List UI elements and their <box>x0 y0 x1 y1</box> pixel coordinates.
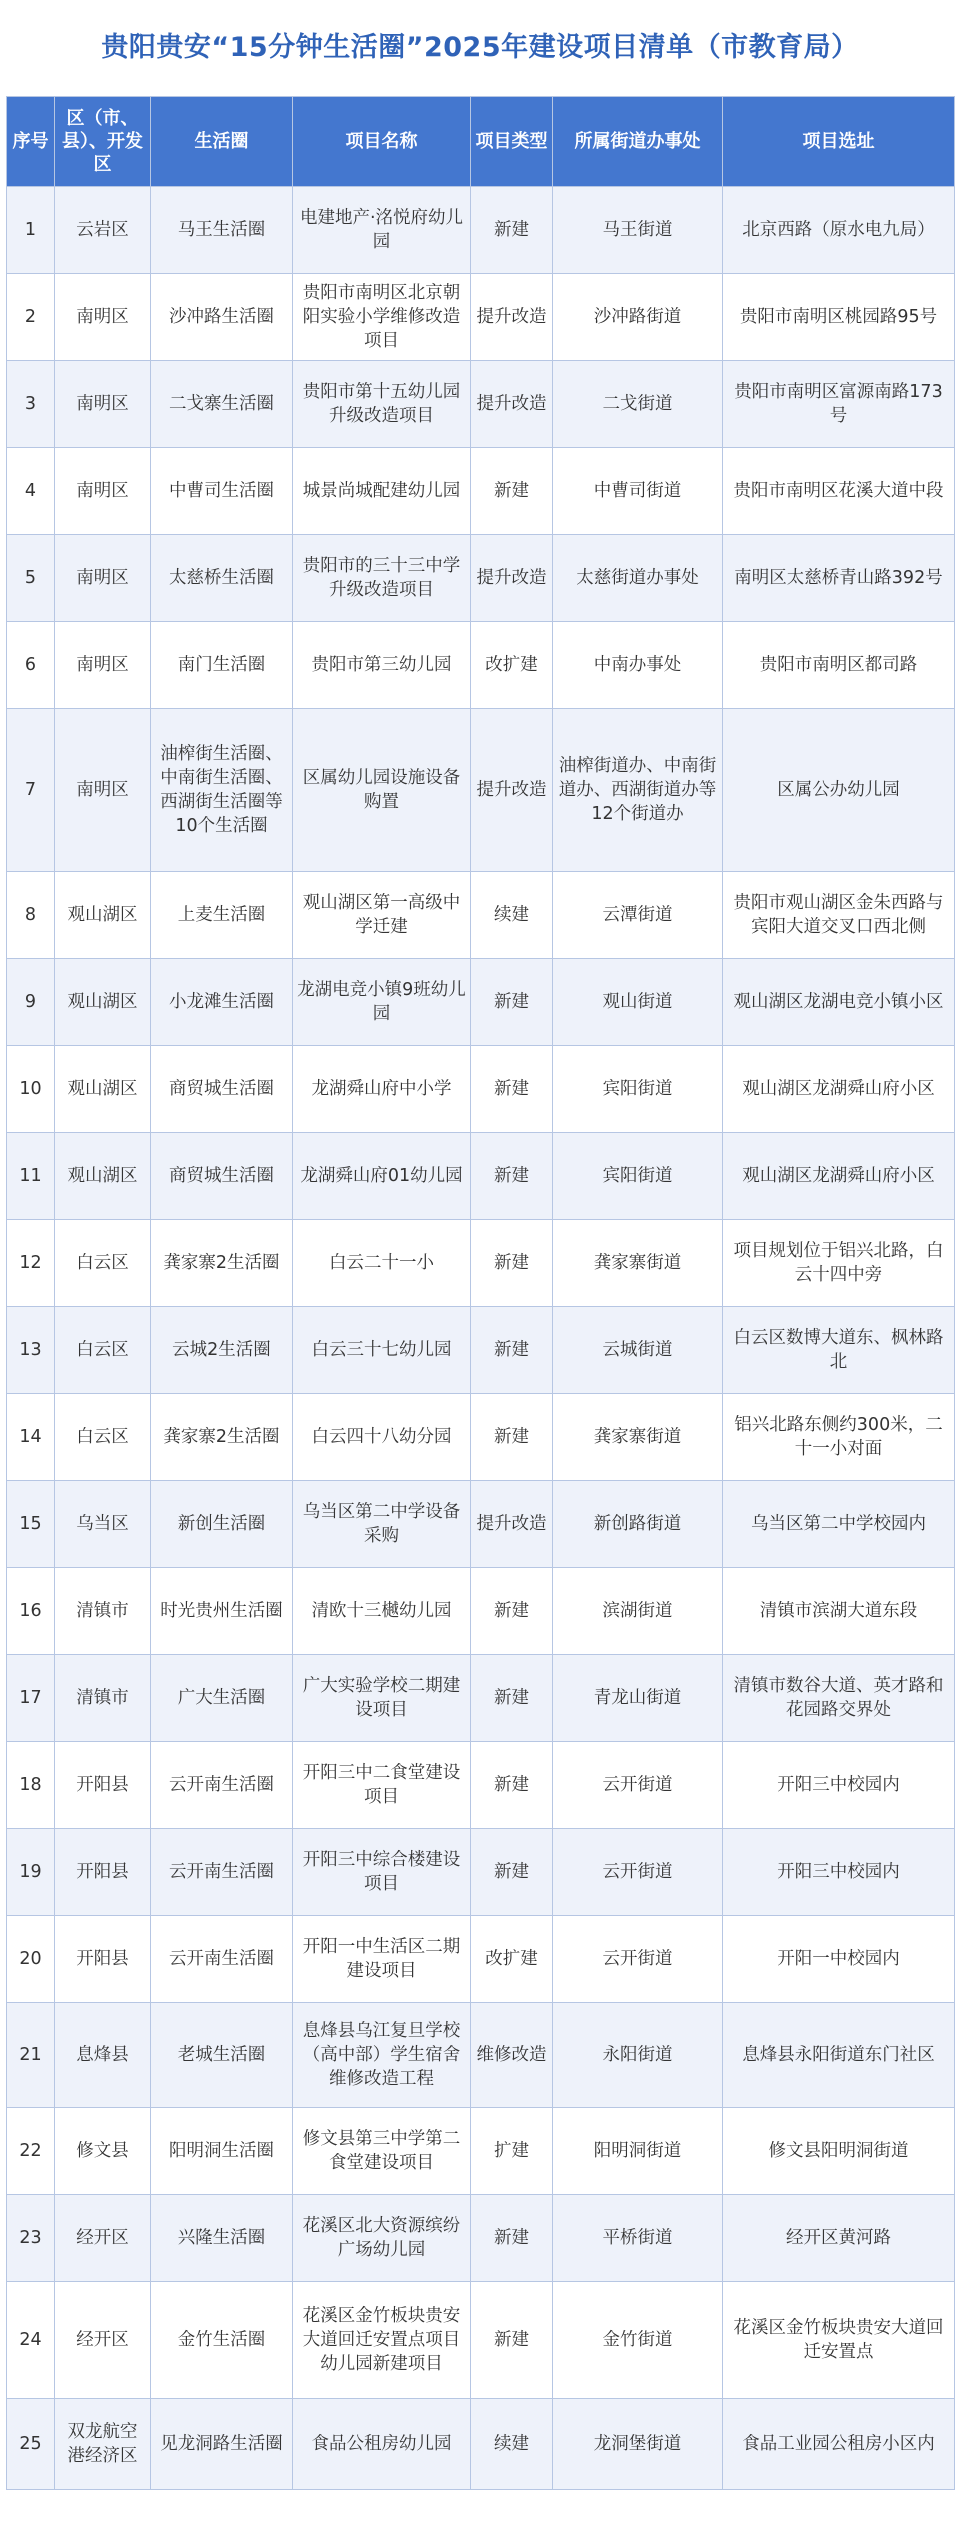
cell-district: 白云区 <box>55 1307 151 1394</box>
cell-subdistrict: 宾阳街道 <box>553 1133 723 1220</box>
cell-life-circle: 中曹司生活圈 <box>151 448 293 535</box>
cell-index: 25 <box>7 2399 55 2490</box>
header-life-circle: 生活圈 <box>151 97 293 187</box>
cell-subdistrict: 中南办事处 <box>553 622 723 709</box>
cell-subdistrict: 永阳街道 <box>553 2003 723 2108</box>
cell-life-circle: 商贸城生活圈 <box>151 1046 293 1133</box>
cell-subdistrict: 青龙山街道 <box>553 1655 723 1742</box>
project-table <box>6 96 955 2490</box>
cell-project-type: 新建 <box>471 1133 553 1220</box>
cell-subdistrict: 龙洞堡街道 <box>553 2399 723 2490</box>
cell-index: 24 <box>7 2282 55 2399</box>
cell-project-type: 新建 <box>471 1046 553 1133</box>
cell-project-name: 白云四十八幼分园 <box>293 1394 471 1481</box>
cell-district: 南明区 <box>55 361 151 448</box>
cell-location: 开阳三中校园内 <box>723 1829 955 1916</box>
cell-project-name: 龙湖电竞小镇9班幼儿园 <box>293 959 471 1046</box>
header-location: 项目选址 <box>723 97 955 187</box>
cell-life-circle: 云开南生活圈 <box>151 1916 293 2003</box>
cell-project-name: 贵阳市南明区北京朝阳实验小学维修改造项目 <box>293 274 471 361</box>
cell-location: 区属公办幼儿园 <box>723 709 955 872</box>
cell-subdistrict: 阳明洞街道 <box>553 2108 723 2195</box>
cell-life-circle: 太慈桥生活圈 <box>151 535 293 622</box>
table-row <box>7 361 955 448</box>
cell-project-type: 续建 <box>471 2399 553 2490</box>
cell-project-name: 花溪区金竹板块贵安大道回迁安置点项目幼儿园新建项目 <box>293 2282 471 2399</box>
table-row <box>7 1394 955 1481</box>
cell-project-name: 食品公租房幼儿园 <box>293 2399 471 2490</box>
cell-subdistrict: 观山街道 <box>553 959 723 1046</box>
cell-district: 云岩区 <box>55 187 151 274</box>
cell-district: 息烽县 <box>55 2003 151 2108</box>
cell-life-circle: 南门生活圈 <box>151 622 293 709</box>
page-title: 贵阳贵安“15分钟生活圈”2025年建设项目清单（市教育局） <box>101 32 859 63</box>
cell-project-type: 改扩建 <box>471 622 553 709</box>
cell-project-type: 新建 <box>471 2282 553 2399</box>
cell-project-type: 维修改造 <box>471 2003 553 2108</box>
cell-project-type: 新建 <box>471 1307 553 1394</box>
cell-district: 修文县 <box>55 2108 151 2195</box>
cell-life-circle: 马王生活圈 <box>151 187 293 274</box>
cell-life-circle: 小龙滩生活圈 <box>151 959 293 1046</box>
table-row <box>7 1307 955 1394</box>
cell-project-name: 贵阳市第三幼儿园 <box>293 622 471 709</box>
cell-index: 17 <box>7 1655 55 1742</box>
cell-district: 南明区 <box>55 274 151 361</box>
cell-location: 贵阳市南明区桃园路95号 <box>723 274 955 361</box>
cell-location: 食品工业园公租房小区内 <box>723 2399 955 2490</box>
cell-subdistrict: 金竹街道 <box>553 2282 723 2399</box>
cell-district: 观山湖区 <box>55 872 151 959</box>
table-row <box>7 1568 955 1655</box>
table-row <box>7 274 955 361</box>
cell-project-type: 扩建 <box>471 2108 553 2195</box>
cell-project-type: 新建 <box>471 1829 553 1916</box>
cell-life-circle: 阳明洞生活圈 <box>151 2108 293 2195</box>
cell-location: 乌当区第二中学校园内 <box>723 1481 955 1568</box>
cell-district: 乌当区 <box>55 1481 151 1568</box>
cell-life-circle: 广大生活圈 <box>151 1655 293 1742</box>
cell-index: 12 <box>7 1220 55 1307</box>
cell-subdistrict: 太慈街道办事处 <box>553 535 723 622</box>
cell-index: 22 <box>7 2108 55 2195</box>
table-row <box>7 959 955 1046</box>
cell-project-type: 新建 <box>471 448 553 535</box>
cell-location: 白云区数博大道东、枫林路北 <box>723 1307 955 1394</box>
table-row <box>7 709 955 872</box>
cell-index: 15 <box>7 1481 55 1568</box>
cell-project-type: 新建 <box>471 1394 553 1481</box>
cell-life-circle: 云开南生活圈 <box>151 1742 293 1829</box>
cell-life-circle: 龚家寨2生活圈 <box>151 1394 293 1481</box>
cell-life-circle: 商贸城生活圈 <box>151 1133 293 1220</box>
cell-project-name: 息烽县乌江复旦学校（高中部）学生宿舍维修改造工程 <box>293 2003 471 2108</box>
cell-project-type: 新建 <box>471 2195 553 2282</box>
cell-index: 13 <box>7 1307 55 1394</box>
cell-index: 9 <box>7 959 55 1046</box>
cell-project-name: 清欧十三樾幼儿园 <box>293 1568 471 1655</box>
table-row <box>7 187 955 274</box>
cell-subdistrict: 云开街道 <box>553 1742 723 1829</box>
cell-index: 21 <box>7 2003 55 2108</box>
cell-project-name: 观山湖区第一高级中学迁建 <box>293 872 471 959</box>
cell-subdistrict: 云开街道 <box>553 1916 723 2003</box>
cell-location: 贵阳市南明区富源南路173号 <box>723 361 955 448</box>
cell-district: 南明区 <box>55 622 151 709</box>
cell-project-type: 新建 <box>471 187 553 274</box>
cell-project-name: 修文县第三中学第二食堂建设项目 <box>293 2108 471 2195</box>
cell-life-circle: 老城生活圈 <box>151 2003 293 2108</box>
table-row <box>7 448 955 535</box>
cell-location: 清镇市滨湖大道东段 <box>723 1568 955 1655</box>
cell-project-name: 白云二十一小 <box>293 1220 471 1307</box>
cell-location: 经开区黄河路 <box>723 2195 955 2282</box>
cell-location: 修文县阳明洞街道 <box>723 2108 955 2195</box>
table-row <box>7 1829 955 1916</box>
cell-project-type: 新建 <box>471 1220 553 1307</box>
cell-index: 14 <box>7 1394 55 1481</box>
cell-index: 11 <box>7 1133 55 1220</box>
cell-subdistrict: 云潭街道 <box>553 872 723 959</box>
cell-project-name: 电建地产·洺悦府幼儿园 <box>293 187 471 274</box>
cell-project-type: 提升改造 <box>471 274 553 361</box>
cell-project-name: 开阳一中生活区二期建设项目 <box>293 1916 471 2003</box>
cell-project-name: 花溪区北大资源缤纷广场幼儿园 <box>293 2195 471 2282</box>
table-row <box>7 622 955 709</box>
cell-district: 经开区 <box>55 2195 151 2282</box>
cell-index: 5 <box>7 535 55 622</box>
cell-project-type: 续建 <box>471 872 553 959</box>
cell-district: 白云区 <box>55 1394 151 1481</box>
table-row <box>7 2003 955 2108</box>
cell-project-name: 龙湖舜山府01幼儿园 <box>293 1133 471 1220</box>
cell-location: 观山湖区龙湖舜山府小区 <box>723 1046 955 1133</box>
cell-district: 清镇市 <box>55 1655 151 1742</box>
cell-location: 观山湖区龙湖舜山府小区 <box>723 1133 955 1220</box>
header-project-name: 项目名称 <box>293 97 471 187</box>
cell-life-circle: 新创生活圈 <box>151 1481 293 1568</box>
cell-district: 南明区 <box>55 448 151 535</box>
cell-subdistrict: 滨湖街道 <box>553 1568 723 1655</box>
cell-index: 23 <box>7 2195 55 2282</box>
cell-project-name: 开阳三中二食堂建设项目 <box>293 1742 471 1829</box>
cell-project-type: 新建 <box>471 959 553 1046</box>
cell-life-circle: 时光贵州生活圈 <box>151 1568 293 1655</box>
cell-subdistrict: 平桥街道 <box>553 2195 723 2282</box>
table-row <box>7 872 955 959</box>
cell-location: 铝兴北路东侧约300米，二十一小对面 <box>723 1394 955 1481</box>
cell-index: 1 <box>7 187 55 274</box>
cell-district: 观山湖区 <box>55 1046 151 1133</box>
header-index: 序号 <box>7 97 55 187</box>
cell-district: 清镇市 <box>55 1568 151 1655</box>
cell-location: 贵阳市南明区花溪大道中段 <box>723 448 955 535</box>
cell-project-name: 白云三十七幼儿园 <box>293 1307 471 1394</box>
cell-life-circle: 云城2生活圈 <box>151 1307 293 1394</box>
table-row <box>7 1916 955 2003</box>
cell-index: 2 <box>7 274 55 361</box>
cell-project-type: 新建 <box>471 1568 553 1655</box>
cell-life-circle: 沙冲路生活圈 <box>151 274 293 361</box>
cell-project-name: 乌当区第二中学设备采购 <box>293 1481 471 1568</box>
cell-index: 3 <box>7 361 55 448</box>
cell-subdistrict: 沙冲路街道 <box>553 274 723 361</box>
cell-life-circle: 云开南生活圈 <box>151 1829 293 1916</box>
table-header <box>7 97 955 187</box>
cell-index: 19 <box>7 1829 55 1916</box>
cell-life-circle: 油榨街生活圈、中南街生活圈、西湖街生活圈等10个生活圈 <box>151 709 293 872</box>
cell-life-circle: 金竹生活圈 <box>151 2282 293 2399</box>
cell-district: 观山湖区 <box>55 959 151 1046</box>
cell-district: 开阳县 <box>55 1742 151 1829</box>
cell-subdistrict: 中曹司街道 <box>553 448 723 535</box>
cell-district: 双龙航空港经济区 <box>55 2399 151 2490</box>
cell-location: 花溪区金竹板块贵安大道回迁安置点 <box>723 2282 955 2399</box>
table-row <box>7 1220 955 1307</box>
cell-location: 清镇市数谷大道、英才路和花园路交界处 <box>723 1655 955 1742</box>
cell-location: 贵阳市南明区都司路 <box>723 622 955 709</box>
cell-index: 4 <box>7 448 55 535</box>
cell-project-name: 广大实验学校二期建设项目 <box>293 1655 471 1742</box>
table-row <box>7 2399 955 2490</box>
cell-project-name: 贵阳市的三十三中学升级改造项目 <box>293 535 471 622</box>
cell-location: 开阳三中校园内 <box>723 1742 955 1829</box>
cell-district: 开阳县 <box>55 1916 151 2003</box>
table-row <box>7 2195 955 2282</box>
cell-location: 开阳一中校园内 <box>723 1916 955 2003</box>
table-row <box>7 1481 955 1568</box>
table-row <box>7 1046 955 1133</box>
cell-life-circle: 龚家寨2生活圈 <box>151 1220 293 1307</box>
cell-subdistrict: 云开街道 <box>553 1829 723 1916</box>
cell-project-name: 区属幼儿园设施设备购置 <box>293 709 471 872</box>
table-row <box>7 1655 955 1742</box>
table-row <box>7 535 955 622</box>
cell-index: 18 <box>7 1742 55 1829</box>
cell-district: 南明区 <box>55 709 151 872</box>
cell-life-circle: 兴隆生活圈 <box>151 2195 293 2282</box>
cell-project-type: 新建 <box>471 1655 553 1742</box>
page <box>6 0 954 2490</box>
cell-project-type: 改扩建 <box>471 1916 553 2003</box>
cell-district: 经开区 <box>55 2282 151 2399</box>
cell-index: 16 <box>7 1568 55 1655</box>
cell-district: 开阳县 <box>55 1829 151 1916</box>
cell-subdistrict: 油榨街道办、中南街道办、西湖街道办等12个街道办 <box>553 709 723 872</box>
cell-project-name: 龙湖舜山府中小学 <box>293 1046 471 1133</box>
header-subdistrict: 所属街道办事处 <box>553 97 723 187</box>
cell-project-type: 提升改造 <box>471 709 553 872</box>
cell-subdistrict: 马王街道 <box>553 187 723 274</box>
table-row <box>7 1133 955 1220</box>
cell-subdistrict: 二戈街道 <box>553 361 723 448</box>
cell-district: 白云区 <box>55 1220 151 1307</box>
cell-life-circle: 二戈寨生活圈 <box>151 361 293 448</box>
cell-location: 息烽县永阳街道东门社区 <box>723 2003 955 2108</box>
cell-subdistrict: 宾阳街道 <box>553 1046 723 1133</box>
table-body <box>7 187 955 2490</box>
cell-index: 10 <box>7 1046 55 1133</box>
cell-project-name: 贵阳市第十五幼儿园升级改造项目 <box>293 361 471 448</box>
cell-location: 观山湖区龙湖电竞小镇小区 <box>723 959 955 1046</box>
header-project-type: 项目类型 <box>471 97 553 187</box>
table-row <box>7 2108 955 2195</box>
cell-index: 6 <box>7 622 55 709</box>
cell-life-circle: 上麦生活圈 <box>151 872 293 959</box>
table-row <box>7 1742 955 1829</box>
cell-index: 8 <box>7 872 55 959</box>
cell-project-type: 提升改造 <box>471 535 553 622</box>
cell-subdistrict: 新创路街道 <box>553 1481 723 1568</box>
cell-subdistrict: 龚家寨街道 <box>553 1220 723 1307</box>
cell-district: 南明区 <box>55 535 151 622</box>
cell-index: 20 <box>7 1916 55 2003</box>
cell-project-type: 提升改造 <box>471 1481 553 1568</box>
cell-project-type: 新建 <box>471 1742 553 1829</box>
table-row <box>7 2282 955 2399</box>
cell-life-circle: 见龙洞路生活圈 <box>151 2399 293 2490</box>
cell-location: 贵阳市观山湖区金朱西路与宾阳大道交叉口西北侧 <box>723 872 955 959</box>
cell-location: 北京西路（原水电九局） <box>723 187 955 274</box>
cell-location: 项目规划位于铝兴北路，白云十四中旁 <box>723 1220 955 1307</box>
cell-project-name: 开阳三中综合楼建设项目 <box>293 1829 471 1916</box>
cell-location: 南明区太慈桥青山路392号 <box>723 535 955 622</box>
header-district: 区（市、县）、开发区 <box>55 97 151 187</box>
cell-district: 观山湖区 <box>55 1133 151 1220</box>
cell-project-name: 城景尚城配建幼儿园 <box>293 448 471 535</box>
cell-subdistrict: 云城街道 <box>553 1307 723 1394</box>
cell-project-type: 提升改造 <box>471 361 553 448</box>
cell-index: 7 <box>7 709 55 872</box>
cell-subdistrict: 龚家寨街道 <box>553 1394 723 1481</box>
